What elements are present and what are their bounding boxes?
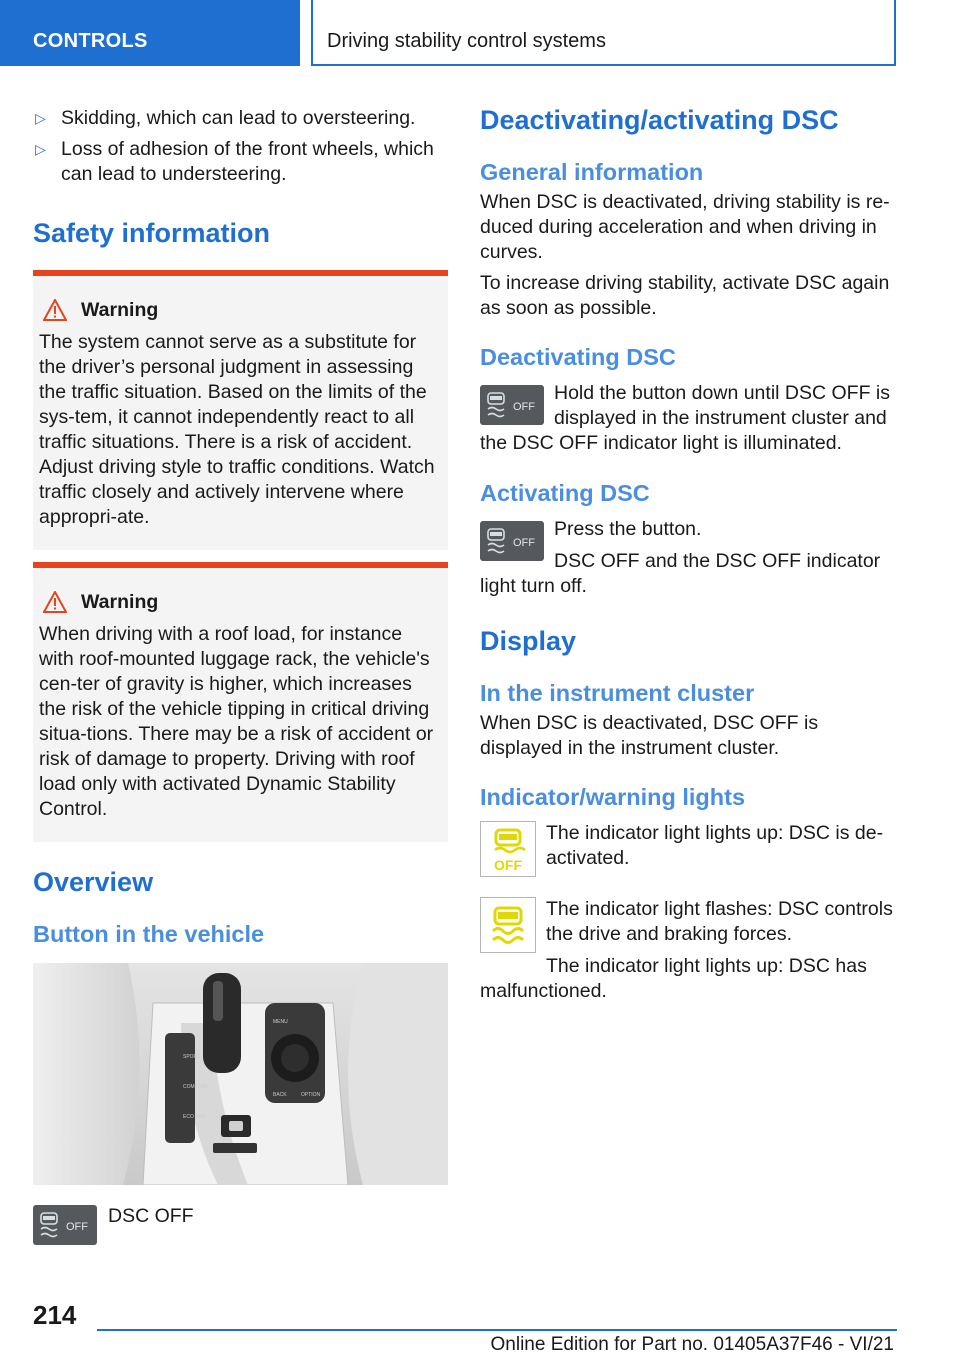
deactivate-text: the DSC OFF indicator light is illuminated. (480, 432, 842, 454)
general-paragraph: To increase driving stability, activate DSC again as soon as possible. (480, 272, 890, 319)
list-item: ▷ Loss of adhesion of the front wheels, which can lead to understeering. (35, 138, 434, 185)
warning-box (33, 270, 448, 550)
svg-text:OFF: OFF (66, 1221, 88, 1233)
footer-divider (97, 1329, 897, 1331)
svg-text:SPORT: SPORT (183, 1054, 201, 1060)
deactivate-text: Hold the button down until DSC OFF is (554, 382, 890, 404)
deactivate-text: displayed in the instrument cluster and (554, 407, 887, 429)
chapter-title: Driving stability control systems (327, 30, 606, 52)
overview-heading: Overview (33, 867, 154, 897)
warning-text: The system cannot serve as a substitute for the driver’s personal judgment in assessing the traffic situation. Based on the limits of the sys-tem, it cannot independently react to all traffic situations. There is a risk of accident. Adjust driving style to traffic conditions. Watch traffic closely and actively intervene where appropri-ate. (39, 331, 435, 528)
activate-heading: Activating DSC (480, 480, 650, 506)
list-item: ▷ Skidding, which can lead to oversteering. (35, 107, 416, 129)
warning-title: Warning (81, 590, 159, 613)
right-column (480, 100, 900, 1011)
dsc-off-indicator-icon (480, 821, 536, 877)
deactivate-heading: Deactivating DSC (480, 344, 676, 370)
general-heading: General information (480, 159, 704, 185)
indicator-text: the drive and braking forces. (546, 923, 793, 945)
page-footer (0, 1300, 960, 1362)
warning-triangle-icon (43, 299, 67, 321)
svg-text:BACK: BACK (273, 1092, 287, 1098)
svg-text:ECO PRO: ECO PRO (183, 1114, 207, 1120)
display-heading: Display (480, 626, 577, 656)
svg-text:COMFORT: COMFORT (183, 1084, 209, 1090)
svg-text:MENU: MENU (273, 1019, 288, 1025)
page-number: 214 (33, 1300, 77, 1330)
main-heading: Deactivating/activating DSC (480, 105, 839, 135)
activate-text: DSC OFF and the DSC OFF indicator (554, 550, 881, 572)
dsc-off-button-icon (33, 1205, 97, 1245)
section-label: CONTROLS (33, 30, 148, 52)
triangle-bullet-icon: ▷ (35, 141, 46, 157)
svg-text:OFF: OFF (513, 401, 535, 413)
svg-text:OPTION: OPTION (301, 1092, 321, 1098)
cluster-heading: In the instrument cluster (480, 680, 755, 706)
dsc-indicator-icon (480, 897, 536, 953)
edition-text: Online Edition for Part no. 01405A37F46 - VI/21 (490, 1334, 894, 1355)
center-console-photo (33, 963, 448, 1185)
chapter-title-box (311, 0, 896, 66)
page-header (0, 0, 960, 66)
indicator-text: malfunctioned. (480, 980, 607, 1002)
warning-box (33, 562, 448, 842)
svg-text:OFF: OFF (494, 857, 522, 873)
triangle-bullet-icon: ▷ (35, 110, 46, 126)
warning-title: Warning (81, 298, 159, 321)
button-heading: Button in the vehicle (33, 921, 265, 947)
cluster-text: When DSC is deactivated, DSC OFF is displayed in the instrument cluster. (480, 712, 819, 759)
indicator-text: The indicator light lights up: DSC has (546, 955, 867, 977)
left-column (33, 100, 448, 1245)
center-console-illustration (33, 963, 448, 1185)
dsc-off-caption: DSC OFF (108, 1205, 194, 1227)
dsc-off-button-icon (480, 521, 544, 561)
dsc-off-button-icon (480, 385, 544, 425)
bullet-list (33, 106, 448, 187)
general-paragraph: When DSC is deactivated, driving stability is re-duced during acceleration and when driving in curves. (480, 191, 890, 263)
activate-text: light turn off. (480, 575, 587, 597)
warning-text: When driving with a roof load, for instance with roof-mounted luggage rack, the vehicle's cen-ter of gravity is higher, which increases the risk of the vehicle tipping in critical driving situa-tions. There may be a risk of accident or risk of damage to property. Driving with roof load only with activated Dynamic Stability Control. (39, 623, 434, 820)
svg-text:OFF: OFF (513, 537, 535, 549)
warning-triangle-icon (43, 591, 67, 613)
safety-heading: Safety information (33, 218, 271, 248)
section-tab (0, 0, 300, 66)
indicator-text: The indicator light flashes: DSC controls (546, 898, 893, 920)
lights-heading: Indicator/warning lights (480, 784, 746, 810)
indicator-text: activated. (546, 847, 630, 869)
activate-text: Press the button. (554, 518, 702, 540)
indicator-text: The indicator light lights up: DSC is de- (546, 822, 884, 844)
